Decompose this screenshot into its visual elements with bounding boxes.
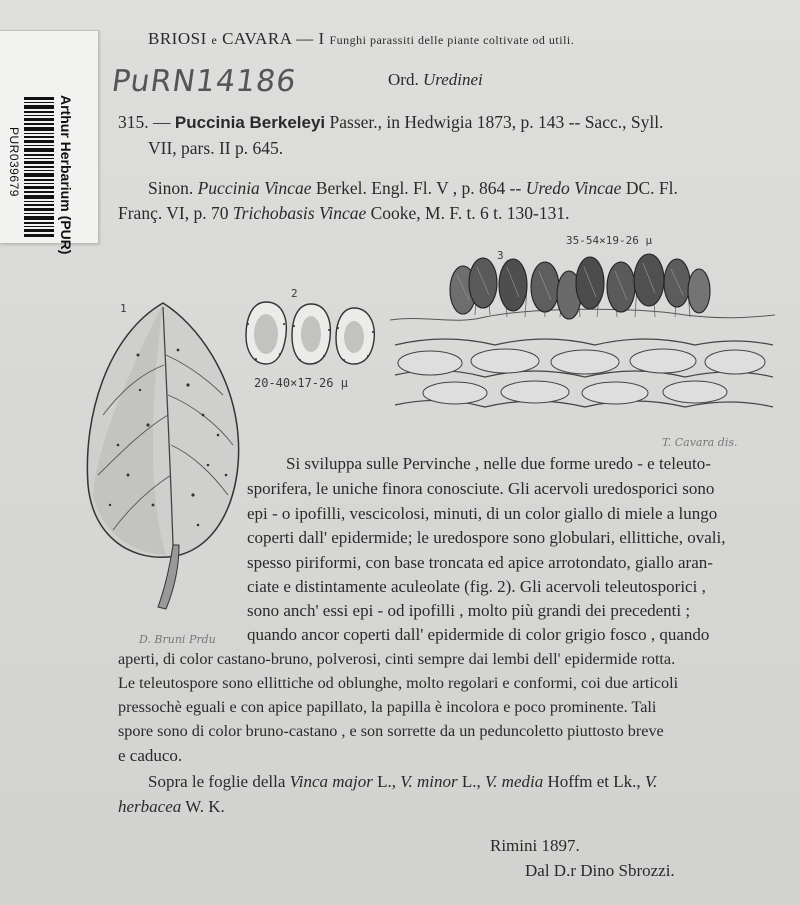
synonyms-line-1 [148, 178, 678, 199]
order-line [388, 70, 483, 90]
host-author-3: Hoffm et Lk., [547, 772, 641, 791]
syn-ref-3: Cooke, M. F. t. 6 t. 130-131. [370, 203, 570, 223]
body-line-4: coperti dall' epidermide; le uredospore sono globulari, ellittiche, ovali, [247, 528, 726, 547]
figure-3-number: 3 [497, 249, 504, 262]
collector: Dal D.r Dino Sbrozzi. [525, 861, 675, 880]
entry-number: 315. — [118, 112, 171, 132]
syn-name-3: Trichobasis Vincae [232, 203, 367, 223]
body-line-1: Si sviluppa sulle Pervinche , nelle due forme uredo - e teleuto- [286, 454, 711, 473]
body-line-7: sono anch' essi epi - od ipofilli , molto più grandi dei precedenti ; [247, 601, 691, 620]
body-line-10: Le teleutospore sono ellittiche od oblunghe, molto regolari e conformi, coi due articoli [118, 674, 679, 692]
body-line-12: spore sono di color bruno-castano , e son sorrette da un peduncoletto piuttosto breve [118, 722, 664, 740]
species-citation-cont: VII, pars. II p. 645. [148, 138, 284, 158]
body-line-8: quando ancor coperti dall' epidermide di color grigio fosco , quando [247, 625, 710, 644]
herbarium-name: Arthur Herbarium (PUR) [58, 95, 74, 255]
specimen-code: PUR039679 [7, 127, 21, 197]
teleutosorus-illustration [385, 245, 777, 420]
species-name: Puccinia Berkeleyi [174, 113, 326, 132]
uredospores-illustration [236, 294, 386, 374]
order-name: Uredinei [422, 70, 483, 89]
figure-1-number: 1 [120, 302, 127, 315]
author-connector: e [211, 33, 218, 47]
artist-signature-left: D. Bruni Prdu [139, 633, 216, 646]
leaf-illustration [78, 295, 248, 625]
syn-ref-1: Berkel. Engl. Fl. V , p. 864 -- [315, 178, 522, 198]
hosts-line-2 [118, 797, 225, 817]
host-author-2: L., [461, 772, 481, 791]
body-line-9: aperti, di color castano-bruno, polverosi, cinti sempre dai lembi dell' epidermide rotta. [118, 650, 676, 668]
body-line-3: epi - o ipofilli, vescicolosi, minuti, di un color giallo di miele a lungo [247, 504, 718, 523]
syn-ref-2: DC. Fl. [625, 178, 678, 198]
herbarium-label [0, 30, 99, 255]
body-line-6: ciate e distintamente aculeolate (fig. 2). Gli acervoli teleutosporici , [247, 577, 706, 596]
order-prefix: Ord. [388, 70, 419, 89]
body-line-5: spesso piriformi, con base troncata ed apice arrotondato, giallo aran- [247, 553, 713, 572]
figure-3-measure: 35-54×19-26 μ [566, 234, 653, 247]
page-header [148, 29, 574, 49]
host-vinca-major: Vinca major [289, 772, 373, 791]
artist-signature-right: T. Cavara dis. [662, 436, 738, 449]
syn-name-1: Puccinia Vincae [197, 178, 312, 198]
syn-ref-2b: Franç. VI, p. 70 [118, 203, 229, 223]
hosts-lead: Sopra le foglie della [148, 772, 286, 791]
series-title: Funghi parassiti delle piante coltivate od utili. [329, 33, 575, 47]
species-heading [118, 112, 663, 133]
host-genus-abbrev: V. [644, 772, 658, 791]
host-author-1: L., [377, 772, 397, 791]
host-vinca-minor: V. minor [400, 772, 458, 791]
hosts-line-1 [148, 772, 657, 792]
handwritten-accession: PuRN14186 [109, 64, 299, 99]
species-citation: Passer., in Hedwigia 1873, p. 143 -- Sacc., Syll. [329, 112, 664, 132]
host-vinca-herbacea: herbacea [118, 797, 182, 816]
series-dash: — I [296, 29, 325, 48]
host-vinca-media: V. media [484, 772, 544, 791]
syn-name-2: Uredo Vincae [525, 178, 622, 198]
author-2: CAVARA [222, 29, 292, 48]
body-line-11: pressochè eguali e con apice papillato, la papilla è incolora e poco prominente. Tali [118, 698, 657, 716]
author-1: BRIOSI [148, 29, 207, 48]
syn-label: Sinon. [148, 178, 194, 198]
collection-place-date: Rimini 1897. [490, 836, 580, 855]
figure-2-number: 2 [291, 287, 298, 300]
body-line-2: sporifera, le uniche finora conosciute. Gli acervoli uredosporici sono [247, 479, 715, 498]
barcode [24, 97, 54, 237]
figure-2-measure: 20-40×17-26 μ [254, 376, 348, 390]
host-author-4: W. K. [185, 797, 225, 816]
body-line-13: e caduco. [118, 746, 183, 765]
synonyms-line-2 [118, 203, 570, 224]
